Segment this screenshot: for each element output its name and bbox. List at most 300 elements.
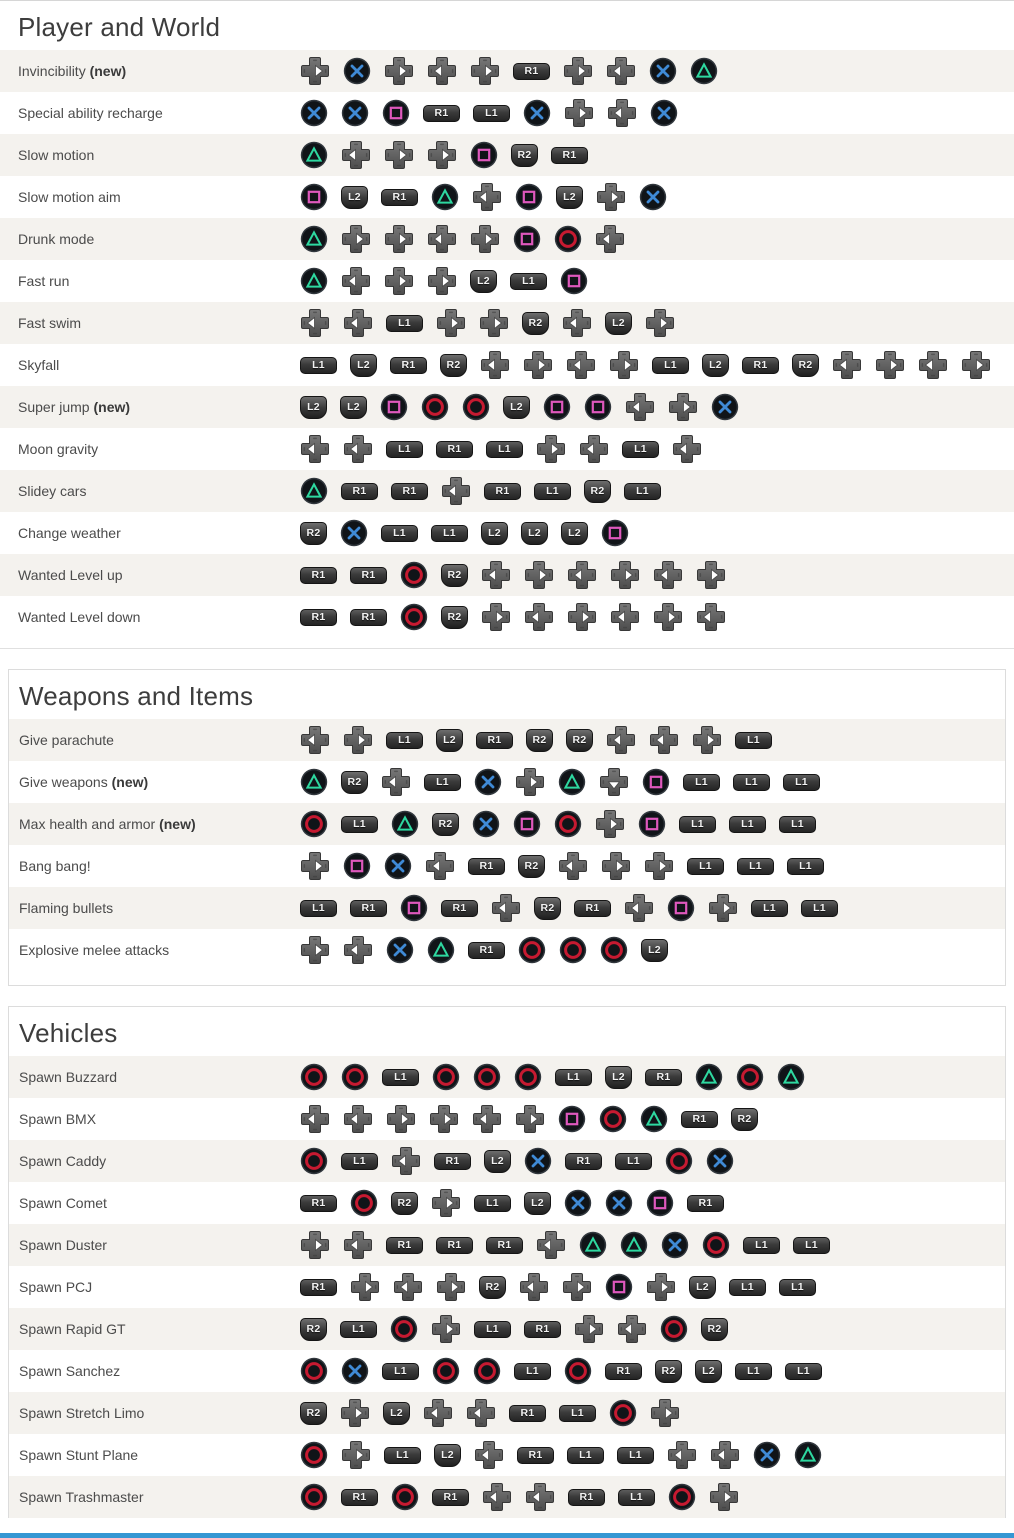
button-sequence — [300, 1440, 1005, 1470]
button-sequence — [300, 56, 1014, 86]
cheat-row — [9, 1098, 1005, 1140]
cheat-name-text: Fast run — [18, 273, 70, 289]
l1-button-icon — [431, 525, 468, 542]
r1-button-icon — [300, 1279, 337, 1296]
r1-button-icon — [687, 1195, 724, 1212]
dpad-left-icon — [610, 602, 640, 632]
l1-button-icon — [474, 1195, 511, 1212]
l1-button-icon — [341, 816, 378, 833]
new-badge: (new) — [159, 816, 196, 832]
dpad-right-icon — [481, 602, 511, 632]
shoulder-button-label: R1 — [402, 485, 417, 497]
cheat-name — [0, 231, 300, 247]
dpad-right-icon — [696, 560, 726, 590]
l2-button-icon — [695, 1360, 722, 1383]
r1-button-icon — [350, 609, 387, 626]
dpad-left-icon — [341, 140, 371, 170]
square-button-icon — [584, 393, 612, 421]
triangle-button-icon — [300, 141, 328, 169]
circle-button-icon — [300, 1063, 328, 1091]
button-sequence — [300, 1230, 1005, 1260]
l1-button-icon — [382, 1363, 419, 1380]
r1-button-icon — [565, 1153, 602, 1170]
shoulder-button-label: R1 — [479, 860, 494, 872]
square-button-icon — [515, 183, 543, 211]
section-title: Player and World — [18, 12, 221, 42]
circle-button-icon — [300, 810, 328, 838]
shoulder-button-label: L1 — [546, 485, 559, 497]
section-player-and-world — [0, 0, 1014, 649]
l1-button-icon — [615, 1153, 652, 1170]
dpad-right-icon — [384, 224, 414, 254]
r1-button-icon — [486, 1237, 523, 1254]
l2-button-icon — [605, 312, 632, 335]
button-sequence — [300, 893, 1005, 923]
dpad-right-icon — [692, 725, 722, 755]
r1-button-icon — [513, 63, 550, 80]
cheat-name — [9, 1447, 300, 1463]
dpad-right-icon — [427, 266, 457, 296]
l1-button-icon — [793, 1237, 830, 1254]
dpad-left-icon — [427, 224, 457, 254]
r2-button-icon — [432, 813, 459, 836]
cheat-name-text: Invincibility — [18, 63, 86, 79]
shoulder-button-label: L1 — [398, 317, 411, 329]
r1-button-icon — [645, 1069, 682, 1086]
r1-button-icon — [605, 1363, 642, 1380]
dpad-left-icon — [595, 224, 625, 254]
button-sequence — [300, 266, 1014, 296]
shoulder-button-label: L1 — [485, 107, 498, 119]
cross-button-icon — [753, 1441, 781, 1469]
dpad-left-icon — [625, 392, 655, 422]
button-sequence — [300, 1146, 1005, 1176]
new-badge: (new) — [89, 63, 127, 79]
circle-button-icon — [300, 1483, 328, 1511]
dpad-left-icon — [696, 602, 726, 632]
square-button-icon — [601, 519, 629, 547]
r2-button-icon — [731, 1108, 758, 1131]
triangle-button-icon — [558, 768, 586, 796]
shoulder-button-label: L1 — [393, 527, 406, 539]
cheat-name — [9, 1321, 300, 1337]
l1-button-icon — [534, 483, 571, 500]
l1-button-icon — [386, 441, 423, 458]
new-badge: (new) — [111, 774, 149, 790]
shoulder-button-label: L2 — [348, 191, 361, 203]
shoulder-button-label: R1 — [311, 569, 326, 581]
cheat-row — [9, 1476, 1005, 1518]
shoulder-button-label: R2 — [572, 734, 587, 746]
circle-button-icon — [514, 1063, 542, 1091]
shoulder-button-label: R2 — [306, 1407, 321, 1419]
cheat-name — [0, 567, 300, 583]
shoulder-button-label: R2 — [447, 611, 462, 623]
shoulder-button-label: R1 — [447, 1239, 462, 1251]
shoulder-button-label: L2 — [443, 734, 456, 746]
button-sequence — [300, 1063, 1005, 1091]
dpad-left-icon — [519, 1272, 549, 1302]
l2-button-icon — [434, 1444, 461, 1467]
dpad-left-icon — [343, 1230, 373, 1260]
cheat-name — [9, 732, 300, 748]
cheat-name-text: Slow motion aim — [18, 189, 121, 205]
dpad-left-icon — [624, 893, 654, 923]
cheat-name — [0, 525, 300, 541]
button-sequence — [300, 1398, 1005, 1428]
button-sequence — [300, 1272, 1005, 1302]
shoulder-button-label: R1 — [311, 1197, 326, 1209]
shoulder-button-label: L1 — [630, 1491, 643, 1503]
circle-button-icon — [400, 561, 428, 589]
r1-button-icon — [476, 732, 513, 749]
shoulder-button-label: R1 — [311, 1281, 326, 1293]
cheat-name-text: Give weapons — [19, 774, 108, 790]
shoulder-button-label: L1 — [741, 818, 754, 830]
cheat-name-text: Bang bang! — [19, 858, 91, 874]
cheat-name-text: Spawn Duster — [19, 1237, 107, 1253]
dpad-left-icon — [341, 266, 371, 296]
dpad-down-icon — [599, 767, 629, 797]
shoulder-button-label: L1 — [741, 1281, 754, 1293]
dpad-left-icon — [393, 1272, 423, 1302]
l1-button-icon — [729, 1279, 766, 1296]
cheat-name — [0, 399, 300, 415]
square-button-icon — [560, 267, 588, 295]
dpad-right-icon — [431, 1188, 461, 1218]
l1-button-icon — [737, 858, 774, 875]
shoulder-button-label: R1 — [352, 485, 367, 497]
dpad-right-icon — [341, 224, 371, 254]
shoulder-button-label: L2 — [307, 401, 320, 413]
button-sequence — [300, 560, 1014, 590]
triangle-button-icon — [391, 810, 419, 838]
cross-button-icon — [341, 99, 369, 127]
circle-button-icon — [600, 936, 628, 964]
r2-button-icon — [300, 1318, 327, 1341]
circle-button-icon — [473, 1063, 501, 1091]
l1-button-icon — [735, 1363, 772, 1380]
dpad-right-icon — [427, 140, 457, 170]
shoulder-button-label: R1 — [434, 107, 449, 119]
dpad-left-icon — [472, 182, 502, 212]
r1-button-icon — [391, 483, 428, 500]
shoulder-button-label: R2 — [661, 1365, 676, 1377]
circle-button-icon — [341, 1063, 369, 1091]
cheat-row — [0, 470, 1014, 512]
dpad-left-icon — [300, 725, 330, 755]
l1-button-icon — [624, 483, 661, 500]
shoulder-button-label: L1 — [664, 359, 677, 371]
r1-button-icon — [468, 942, 505, 959]
circle-button-icon — [702, 1231, 730, 1259]
shoulder-button-label: R1 — [361, 569, 376, 581]
dpad-left-icon — [832, 350, 862, 380]
dpad-right-icon — [645, 308, 675, 338]
shoulder-button-label: L2 — [347, 401, 360, 413]
shoulder-button-label: L1 — [634, 443, 647, 455]
cheat-name-text: Spawn Stunt Plane — [19, 1447, 139, 1463]
shoulder-button-label: R2 — [397, 1197, 412, 1209]
cheat-row — [9, 1182, 1005, 1224]
l1-button-icon — [341, 1153, 378, 1170]
dpad-right-icon — [300, 1230, 330, 1260]
cheat-name-text: Fast swim — [18, 315, 81, 331]
shoulder-button-label: R1 — [524, 65, 539, 77]
cross-button-icon — [711, 393, 739, 421]
cross-button-icon — [523, 99, 551, 127]
dpad-left-icon — [524, 602, 554, 632]
circle-button-icon — [473, 1357, 501, 1385]
circle-button-icon — [300, 1357, 328, 1385]
l2-button-icon — [481, 522, 508, 545]
dpad-left-icon — [300, 308, 330, 338]
dpad-right-icon — [708, 893, 738, 923]
l1-button-icon — [386, 315, 423, 332]
cross-button-icon — [650, 99, 678, 127]
cheat-name-text: Spawn Rapid GT — [19, 1321, 126, 1337]
dpad-left-icon — [606, 56, 636, 86]
square-button-icon — [400, 894, 428, 922]
button-sequence — [300, 140, 1014, 170]
cheat-row — [0, 218, 1014, 260]
button-sequence — [300, 224, 1014, 254]
circle-button-icon — [660, 1315, 688, 1343]
cheat-name — [9, 1279, 300, 1295]
circle-button-icon — [668, 1483, 696, 1511]
r1-button-icon — [390, 357, 427, 374]
shoulder-button-label: R1 — [397, 1239, 412, 1251]
circle-button-icon — [300, 1441, 328, 1469]
dpad-left-icon — [558, 851, 588, 881]
dpad-left-icon — [667, 1440, 697, 1470]
r1-button-icon — [341, 483, 378, 500]
l1-button-icon — [687, 858, 724, 875]
shoulder-button-label: R1 — [579, 1491, 594, 1503]
circle-button-icon — [432, 1357, 460, 1385]
shoulder-button-label: L1 — [791, 818, 804, 830]
shoulder-button-label: R2 — [347, 776, 362, 788]
cheat-row — [9, 1308, 1005, 1350]
shoulder-button-label: L1 — [745, 776, 758, 788]
shoulder-button-label: L1 — [797, 1365, 810, 1377]
l1-button-icon — [473, 105, 510, 122]
triangle-button-icon — [300, 225, 328, 253]
cross-button-icon — [386, 936, 414, 964]
circle-button-icon — [300, 1147, 328, 1175]
l2-button-icon — [383, 1402, 410, 1425]
l2-button-icon — [641, 939, 668, 962]
r2-button-icon — [534, 897, 561, 920]
shoulder-button-label: R2 — [485, 1281, 500, 1293]
r2-button-icon — [440, 354, 467, 377]
dpad-right-icon — [470, 56, 500, 86]
cheat-name — [9, 1405, 300, 1421]
triangle-button-icon — [640, 1105, 668, 1133]
button-sequence — [300, 851, 1005, 881]
r1-button-icon — [341, 1489, 378, 1506]
dpad-right-icon — [961, 350, 991, 380]
shoulder-button-label: R1 — [361, 902, 376, 914]
cheat-name — [9, 816, 300, 832]
r2-button-icon — [584, 480, 611, 503]
dpad-left-icon — [343, 1104, 373, 1134]
cheat-name-text: Wanted Level down — [18, 609, 141, 625]
shoulder-button-label: R2 — [528, 317, 543, 329]
dpad-right-icon — [523, 350, 553, 380]
cheat-name — [9, 1195, 300, 1211]
shoulder-button-label: R2 — [306, 527, 321, 539]
shoulder-button-label: L1 — [353, 1155, 366, 1167]
cross-button-icon — [706, 1147, 734, 1175]
shoulder-button-label: R2 — [517, 149, 532, 161]
dpad-left-icon — [480, 350, 510, 380]
l1-button-icon — [683, 774, 720, 791]
shoulder-button-label: L2 — [510, 401, 523, 413]
cheat-name-text: Skyfall — [18, 357, 60, 373]
circle-button-icon — [350, 1189, 378, 1217]
section-vehicles — [8, 1006, 1006, 1518]
dpad-left-icon — [343, 308, 373, 338]
button-sequence — [300, 1482, 1005, 1512]
dpad-right-icon — [340, 1398, 370, 1428]
l1-button-icon — [743, 1237, 780, 1254]
shoulder-button-label: L1 — [396, 1449, 409, 1461]
shoulder-button-label: L2 — [491, 1155, 504, 1167]
shoulder-button-label: L2 — [709, 359, 722, 371]
dpad-right-icon — [653, 602, 683, 632]
l2-button-icon — [556, 186, 583, 209]
l2-button-icon — [605, 1066, 632, 1089]
circle-button-icon — [400, 603, 428, 631]
cross-button-icon — [661, 1231, 689, 1259]
circle-button-icon — [391, 1483, 419, 1511]
r2-button-icon — [441, 606, 468, 629]
r1-button-icon — [517, 1447, 554, 1464]
dpad-right-icon — [574, 1314, 604, 1344]
dpad-left-icon — [300, 1104, 330, 1134]
shoulder-button-label: L1 — [353, 818, 366, 830]
cheat-row — [0, 176, 1014, 218]
cheat-row — [0, 596, 1014, 638]
r2-button-icon — [701, 1318, 728, 1341]
shoulder-button-label: L1 — [526, 1365, 539, 1377]
square-button-icon — [300, 183, 328, 211]
shoulder-button-label: R1 — [443, 1491, 458, 1503]
cheat-row — [9, 1140, 1005, 1182]
cheat-row — [9, 803, 1005, 845]
square-button-icon — [558, 1105, 586, 1133]
l1-button-icon — [785, 1363, 822, 1380]
cheat-name — [0, 357, 300, 373]
cheat-name — [0, 273, 300, 289]
shoulder-button-label: L1 — [763, 902, 776, 914]
dpad-right-icon — [350, 1272, 380, 1302]
cheat-name — [9, 774, 300, 790]
circle-button-icon — [421, 393, 449, 421]
cheat-row — [0, 260, 1014, 302]
cheat-name — [9, 942, 300, 958]
shoulder-button-label: R1 — [447, 443, 462, 455]
l2-button-icon — [521, 522, 548, 545]
r2-button-icon — [391, 1192, 418, 1215]
triangle-button-icon — [695, 1063, 723, 1091]
dpad-right-icon — [596, 182, 626, 212]
dpad-left-icon — [579, 434, 609, 464]
shoulder-button-label: L1 — [571, 1407, 584, 1419]
dpad-left-icon — [525, 1482, 555, 1512]
r1-button-icon — [436, 441, 473, 458]
l2-button-icon — [524, 1192, 551, 1215]
square-button-icon — [638, 810, 666, 838]
triangle-button-icon — [431, 183, 459, 211]
cheat-name-text: Slidey cars — [18, 483, 87, 499]
cheat-name — [0, 147, 300, 163]
r2-button-icon — [792, 354, 819, 377]
shoulder-button-label: L1 — [398, 443, 411, 455]
cheat-name-text: Moon gravity — [18, 441, 99, 457]
dpad-right-icon — [601, 851, 631, 881]
dpad-right-icon — [300, 935, 330, 965]
cheat-row — [9, 1056, 1005, 1098]
cheat-row — [9, 1434, 1005, 1476]
l1-button-icon — [617, 1447, 654, 1464]
shoulder-button-label: L1 — [791, 1281, 804, 1293]
r2-button-icon — [655, 1360, 682, 1383]
cheat-name — [9, 1153, 300, 1169]
shoulder-button-label: L1 — [398, 734, 411, 746]
shoulder-button-label: R1 — [535, 1323, 550, 1335]
r1-button-icon — [441, 900, 478, 917]
cheat-name-text: Flaming bullets — [19, 900, 114, 916]
shoulder-button-label: R2 — [707, 1323, 722, 1335]
shoulder-button-label: L2 — [612, 1071, 625, 1083]
dpad-right-icon — [515, 1104, 545, 1134]
r1-button-icon — [484, 483, 521, 500]
shoulder-button-label: L2 — [357, 359, 370, 371]
dpad-left-icon — [300, 434, 330, 464]
cheat-name — [0, 105, 300, 121]
shoulder-button-label: R2 — [590, 485, 605, 497]
l1-button-icon — [555, 1069, 592, 1086]
cross-button-icon — [605, 1189, 633, 1217]
dpad-right-icon — [875, 350, 905, 380]
l1-button-icon — [783, 774, 820, 791]
triangle-button-icon — [300, 768, 328, 796]
shoulder-button-label: L1 — [747, 734, 760, 746]
shoulder-button-label: L2 — [563, 191, 576, 203]
new-badge: (new) — [93, 399, 131, 415]
cheat-name-text: Super jump — [18, 399, 90, 415]
cheat-row — [0, 302, 1014, 344]
r1-button-icon — [468, 858, 505, 875]
dpad-left-icon — [481, 560, 511, 590]
cheat-name — [0, 189, 300, 205]
dpad-left-icon — [391, 1146, 421, 1176]
shoulder-button-label: R1 — [479, 944, 494, 956]
l1-button-icon — [622, 441, 659, 458]
l2-button-icon — [340, 396, 367, 419]
l1-button-icon — [779, 1279, 816, 1296]
l1-button-icon — [729, 816, 766, 833]
dpad-left-icon — [606, 725, 636, 755]
circle-button-icon — [518, 936, 546, 964]
button-sequence — [300, 935, 1005, 965]
button-sequence — [300, 725, 1005, 755]
l1-button-icon — [382, 1069, 419, 1086]
dpad-left-icon — [649, 725, 679, 755]
r1-button-icon — [300, 609, 337, 626]
